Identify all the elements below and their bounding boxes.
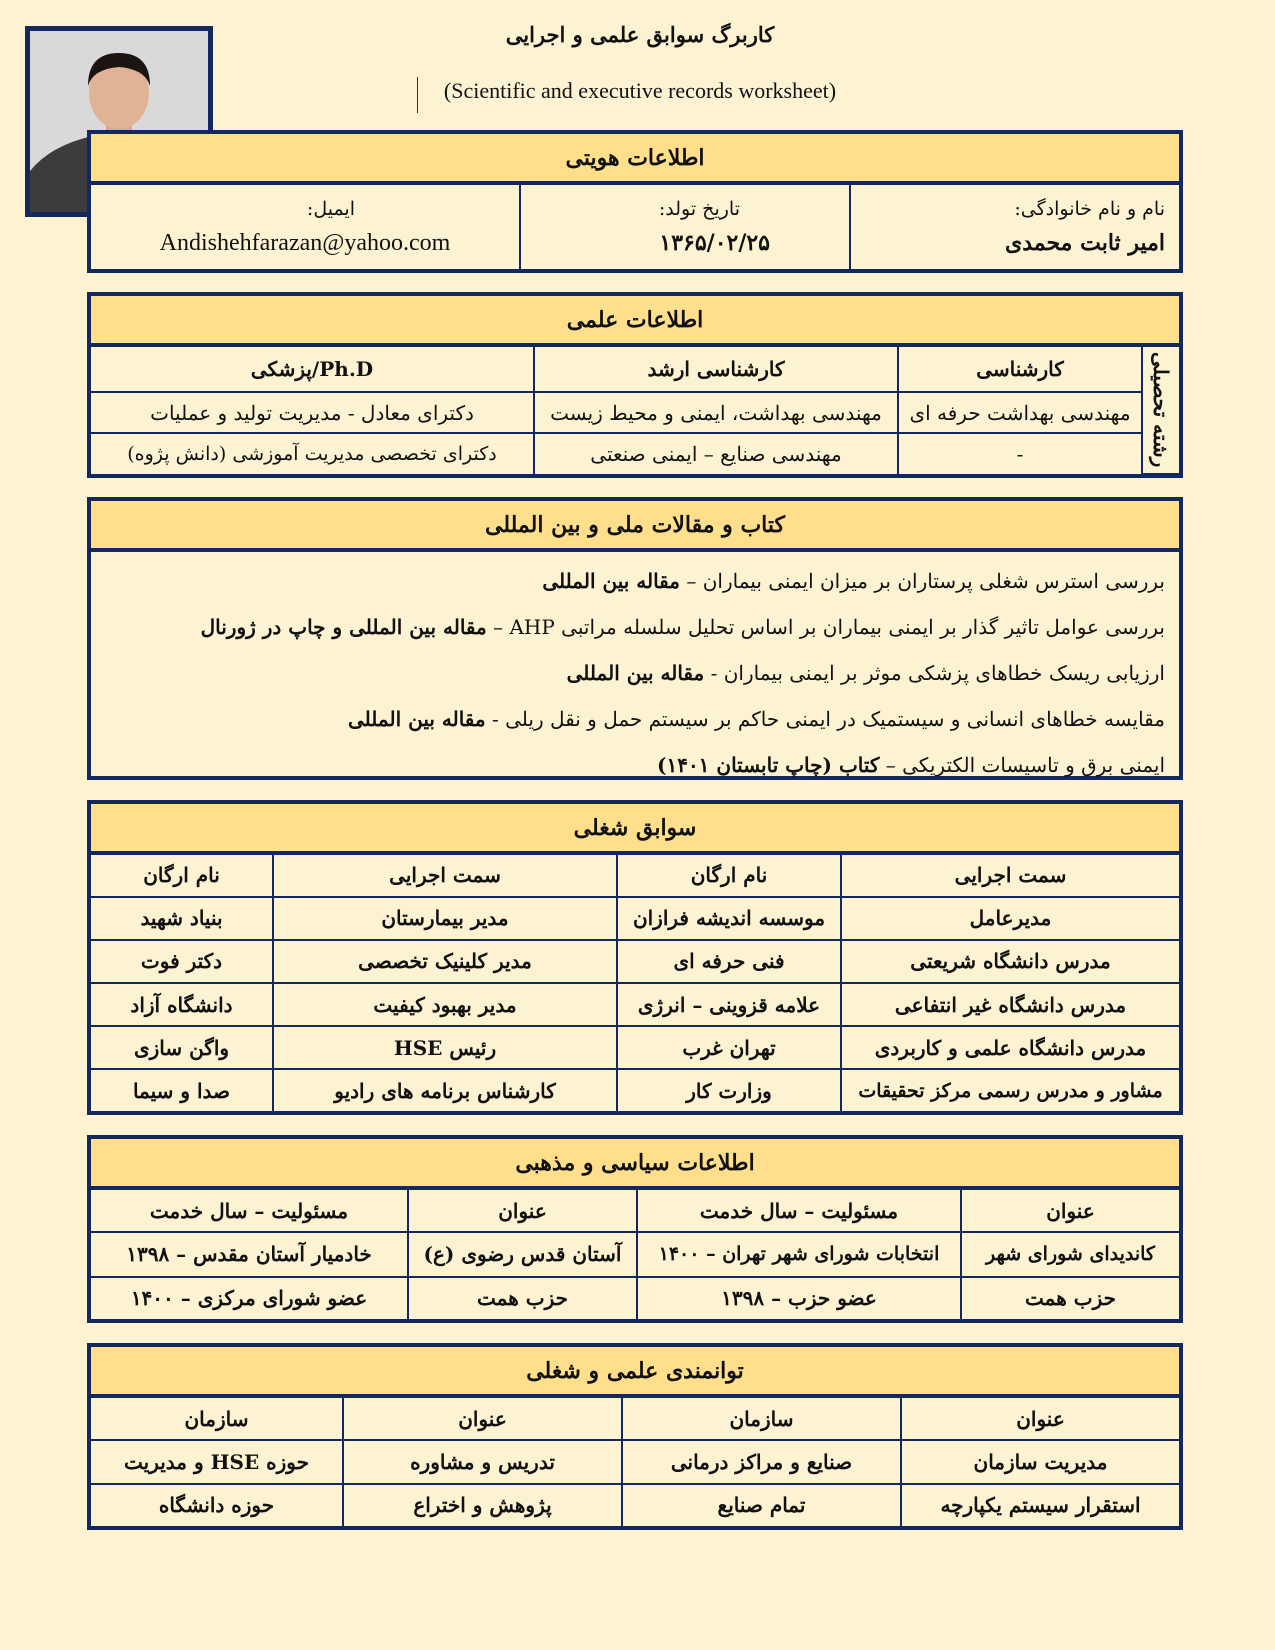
field-of-study-label: رشته تحصیلی [1149,352,1173,468]
name-cell [850,185,1179,269]
politics-cell: عضو حزب – ۱۳۹۸ [637,1277,961,1319]
articles-section [87,497,1183,780]
birth-value: ۱۳۶۵/۰۲/۲۵ [659,230,770,256]
politics-col-title: عنوان [408,1190,637,1232]
job-cell: تهران غرب [617,1026,841,1069]
job-cell: مدیر بیمارستان [273,897,617,940]
jobs-col-position: سمت اجرایی [841,855,1179,897]
articles-heading: کتاب و مقالات ملی و بین المللی [91,501,1179,552]
abilities-col-org: سازمان [91,1398,343,1440]
name-value: امیر ثابت محمدی [1004,230,1165,256]
abilities-col-title: عنوان [901,1398,1179,1440]
ability-cell: تدریس و مشاوره [343,1440,622,1484]
job-cell: کارشناس برنامه های رادیو [273,1069,617,1111]
page-title: کاربرگ سوابق علمی و اجرایی [505,22,775,47]
ability-cell: تمام صنایع [622,1484,901,1526]
abilities-heading: توانمندی علمی و شغلی [91,1347,1179,1398]
job-cell: دانشگاه آزاد [91,983,273,1026]
job-cell: مدیر بهبود کیفیت [273,983,617,1026]
job-cell: رئیس HSE [273,1026,617,1069]
name-label: نام و نام خانوادگی: [1014,198,1165,220]
job-cell: واگن سازی [91,1026,273,1069]
jobs-table [91,855,1179,1111]
jobs-col-position: سمت اجرایی [273,855,617,897]
identity-heading: اطلاعات هویتی [91,134,1179,185]
jobs-col-org: نام ارگان [91,855,273,897]
politics-cell: خادمیار آستان مقدس – ۱۳۹۸ [91,1232,408,1276]
politics-cell: کاندیدای شورای شهر [961,1232,1179,1276]
science-cell: مهندسی بهداشت حرفه ای [898,392,1142,433]
abilities-section [87,1343,1183,1530]
politics-col-role: مسئولیت – سال خدمت [637,1190,961,1232]
job-cell: مدرس دانشگاه علمی و کاربردی [841,1026,1179,1069]
abilities-table [91,1398,1179,1526]
article-item: بررسی استرس شغلی پرستاران بر میزان ایمنی بیماران – مقاله بین المللی [542,569,1165,593]
job-cell: وزارت کار [617,1069,841,1111]
job-cell: مدرس دانشگاه شریعتی [841,940,1179,983]
article-item: بررسی عوامل تاثیر گذار بر ایمنی بیماران بر اساس تحلیل سلسله مراتبی AHP – مقاله بین المللی و چاپ در ژورنال [200,615,1165,639]
politics-table [91,1190,1179,1319]
birth-cell [520,185,850,269]
jobs-col-org: نام ارگان [617,855,841,897]
col-bachelor: کارشناسی [898,347,1142,392]
identity-table [91,185,1179,269]
job-cell: موسسه اندیشه فرازان [617,897,841,940]
job-cell: علامه قزوینی – انرژی [617,983,841,1026]
jobs-section [87,800,1183,1115]
job-cell: دکتر فوت [91,940,273,983]
job-cell: صدا و سیما [91,1069,273,1111]
page-subtitle: (Scientific and executive records worksheet) [443,78,837,103]
science-cell: دکترای معادل - مدیریت تولید و عملیات [91,392,534,433]
politics-cell: آستان قدس رضوی (ع) [408,1232,637,1276]
field-of-study-cell [1142,347,1179,474]
article-item: مقایسه خطاهای انسانی و سیستمیک در ایمنی حاکم بر سیستم حمل و نقل ریلی - مقاله بین المللی [348,707,1165,731]
email-cell [91,185,520,269]
politics-cell: حزب همت [408,1277,637,1319]
job-cell: فنی حرفه ای [617,940,841,983]
identity-section [87,130,1183,273]
ability-cell: استقرار سیستم یکپارچه [901,1484,1179,1526]
jobs-heading: سوابق شغلی [91,804,1179,855]
science-cell: - [898,433,1142,474]
science-section [87,292,1183,478]
politics-col-title: عنوان [961,1190,1179,1232]
email-label: ایمیل: [306,197,355,220]
politics-cell: حزب همت [961,1277,1179,1319]
article-item: ایمنی برق و تاسیسات الکتریکی – کتاب (چاپ تابستان ۱۴۰۱) [656,753,1165,777]
abilities-col-org: سازمان [622,1398,901,1440]
job-cell: مدرس دانشگاه غیر انتفاعی [841,983,1179,1026]
email-value[interactable]: Andishehfarazan@yahoo.com [159,229,451,256]
article-item: ارزیابی ریسک خطاهای پزشکی موثر بر ایمنی بیماران - مقاله بین المللی [566,661,1165,685]
job-cell: بنیاد شهید [91,897,273,940]
ability-cell: پژوهش و اختراع [343,1484,622,1526]
science-cell: مهندسی صنایع – ایمنی صنعتی [534,433,898,474]
job-cell: مدیرعامل [841,897,1179,940]
politics-section [87,1135,1183,1323]
politics-cell: انتخابات شورای شهر تهران – ۱۴۰۰ [637,1232,961,1276]
science-heading: اطلاعات علمی [91,296,1179,347]
abilities-col-title: عنوان [343,1398,622,1440]
politics-heading: اطلاعات سیاسی و مذهبی [91,1139,1179,1190]
science-cell: دکترای تخصصی مدیریت آموزشی (دانش پژوه) [91,433,534,474]
science-cell: مهندسی بهداشت، ایمنی و محیط زیست [534,392,898,433]
ability-cell: حوزه دانشگاه [91,1484,343,1526]
job-cell: مدیر کلینیک تخصصی [273,940,617,983]
col-phd: Ph.D/پزشکی [91,347,534,392]
science-table [91,347,1179,475]
job-cell: مشاور و مدرس رسمی مرکز تحقیقات [841,1069,1179,1111]
politics-cell: عضو شورای مرکزی – ۱۴۰۰ [91,1277,408,1319]
ability-cell: صنایع و مراکز درمانی [622,1440,901,1484]
politics-col-role: مسئولیت – سال خدمت [91,1190,408,1232]
birth-label: تاریخ تولد: [658,198,740,220]
ability-cell: حوزه HSE و مدیریت [91,1440,343,1484]
col-master: کارشناسی ارشد [534,347,898,392]
ability-cell: مدیریت سازمان [901,1440,1179,1484]
articles-list [91,552,1179,792]
